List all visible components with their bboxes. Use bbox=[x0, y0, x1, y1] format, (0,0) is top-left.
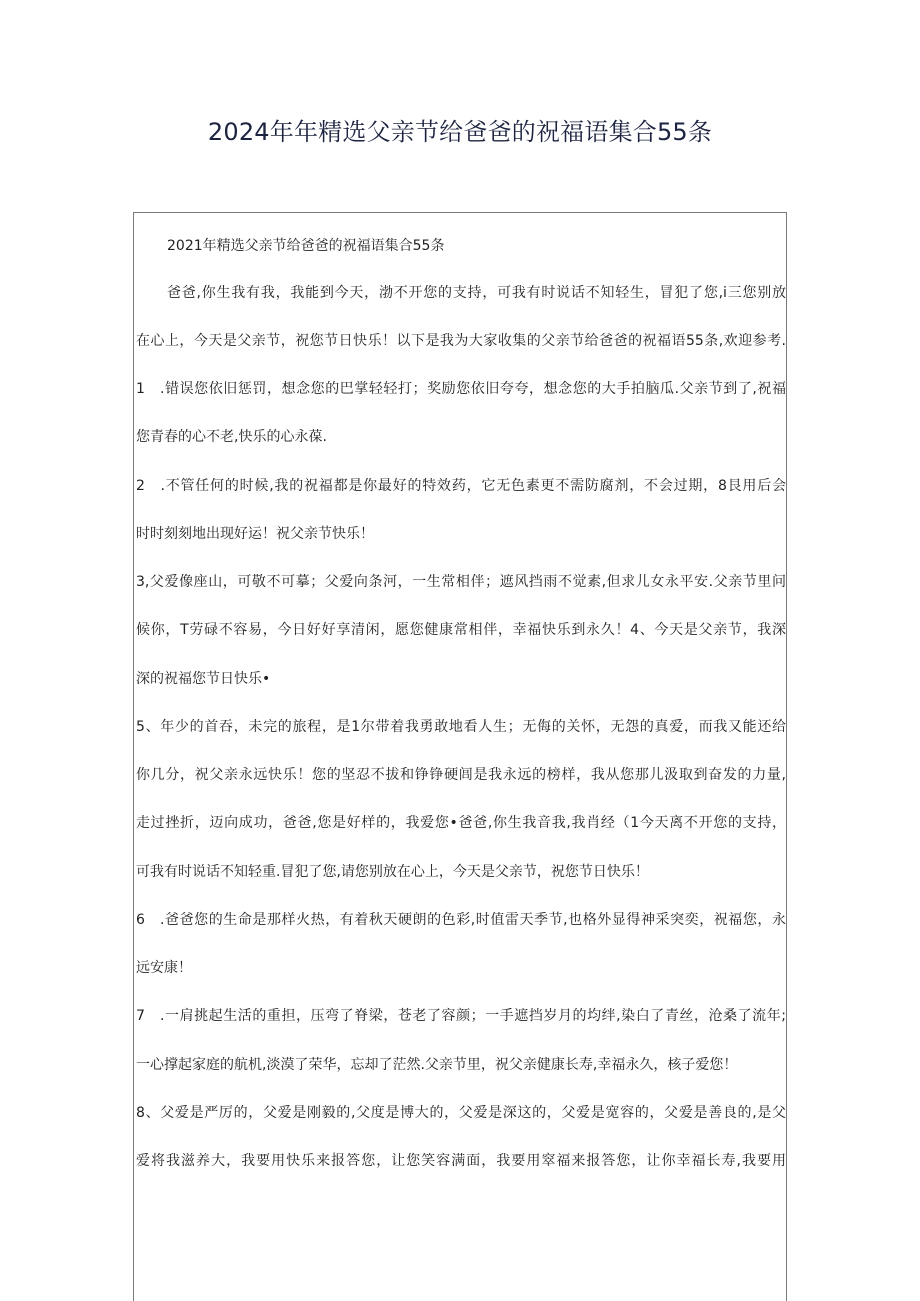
text-line: 爸爸,你生我有我，我能到今天，渤不开您的支持，可我有时说话不知轻生，冒犯了您,i三您别放 bbox=[167, 285, 786, 301]
text-line: 8、父爱是严厉的，父爱是刚毅的,父度是博大的，父爱是深这的，父爱是宽容的，父爱是善良的,是父 bbox=[136, 1105, 786, 1121]
text-line: 在心上，今天是父亲节，祝您节日快乐！以下是我为大家收集的父亲节给爸爸的祝福语55条,欢迎参考. bbox=[136, 333, 786, 349]
text-line: 6 .爸爸您的生命是那样火热，有着秋天硬朗的色彩,时值雷天季节,也格外显得神采突奕，祝福您，永 bbox=[136, 912, 786, 928]
text-line: 时时刻刻地出现好运！祝父亲节快乐！ bbox=[136, 526, 374, 542]
text-line: 你几分，祝父亲永远快乐！您的坚忍不拔和铮铮硬闾是我永远的榜样，我从您那儿汲取到奋发的力量, bbox=[136, 767, 786, 783]
text-line: 7 .一肩挑起生活的重担，压弯了脊梁，苍老了容颜；一手遮挡岁月的均绊,染白了青丝，沧桑了流年; bbox=[136, 1008, 786, 1024]
text-line: 一心撑起家庭的航机,淡漠了荣华，忘却了茫然.父亲节里，祝父亲健康长寿,幸福永久，核子爱您！ bbox=[136, 1057, 738, 1073]
text-line: 1 .错误您依旧惩罚，想念您的巴掌轻轻打；奖励您依旧夸夸，想念您的大手拍脑瓜.父亲节到了,祝福 bbox=[136, 381, 786, 397]
text-line: 候你，T劳碌不容易，今日好好享清闲，愿您健康常相伴，幸福快乐到永久！4、今天是父亲节，我深 bbox=[136, 622, 786, 638]
text-line: 2 .不管任何的时候,我的祝福都是你最好的特效药，它无色素更不需防腐剂，不会过期，8艮用后会 bbox=[136, 478, 786, 494]
content-frame bbox=[133, 212, 787, 1301]
text-line: 5、年少的首吞，未完的旅程，是1尔带着我勇敢地看人生；无侮的关怀，无怨的真爱，而我又能还给 bbox=[136, 719, 786, 735]
text-line: 可我有时说话不知轻重.冒犯了您,请您别放在心上，今天是父亲节，祝您节日快乐！ bbox=[136, 864, 649, 880]
text-line: 爱将我滋养大，我要用快乐来报答您，让您笑容满面，我要用窣福来报答您，让你幸福长寿,我要用 bbox=[136, 1153, 786, 1169]
text-line: 3,父爱像座山，可敬不可摹；父爱向条河，一生常相伴；遮风挡雨不觉素,但求儿女永平安.父亲节里问 bbox=[136, 574, 786, 590]
text-line: 您青春的心不老,快乐的心永葆. bbox=[136, 429, 327, 445]
text-line: 远安康！ bbox=[136, 960, 192, 976]
document-title: 2024年年精选父亲节给爸爸的祝福语集合55条 bbox=[207, 118, 713, 146]
text-line: 走过挫折，迈向成功，爸爸,您是好样的，我爱您•爸爸,你生我音我,我肖经（1今天离不开您的支持， bbox=[136, 815, 786, 831]
text-line: 深的祝福您节日快乐• bbox=[136, 671, 271, 687]
subtitle-line: 2021年精选父亲节给爸爸的祝福语集合55条 bbox=[167, 238, 445, 254]
